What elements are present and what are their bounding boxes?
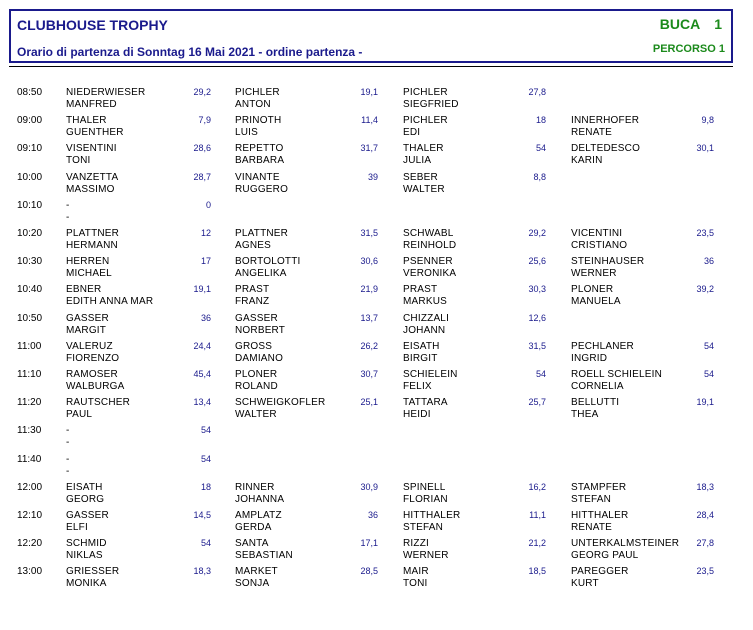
player-handicap: 54 [703, 340, 714, 351]
player-first-name: CORNELIA [571, 381, 624, 392]
player-first-name: STEFAN [571, 493, 612, 505]
player-first-name: GEORG PAUL [571, 550, 639, 562]
player-entry [235, 172, 378, 198]
player-first-name: WERNER [571, 268, 617, 280]
tee-time-row [0, 339, 753, 367]
player-entry [235, 566, 378, 592]
player-entry [571, 397, 714, 423]
player-handicap: 18,5 [528, 566, 546, 577]
player-entry [403, 284, 546, 310]
player-handicap: 25,1 [360, 397, 378, 408]
player-entry [235, 538, 378, 564]
player-entry [66, 397, 211, 423]
player-handicap: 30,6 [360, 256, 378, 267]
player-last-name: PICHLER [403, 87, 448, 98]
player-entry [403, 256, 546, 282]
player-handicap: 17 [200, 256, 211, 267]
player-handicap: 27,8 [528, 87, 546, 97]
player-entry [235, 256, 378, 282]
player-handicap: 18 [535, 115, 546, 126]
player-handicap: 30,9 [360, 481, 378, 492]
player-entry [403, 538, 546, 564]
player-handicap: 30,3 [528, 284, 546, 295]
player-first-name: FELIX [403, 381, 432, 392]
player-first-name: JOHANNA [235, 493, 285, 505]
tee-time-row [0, 254, 753, 282]
player-first-name: FIORENZO [66, 352, 120, 364]
player-last-name: VISENTINI [66, 143, 117, 155]
player-first-name: ROLAND [235, 381, 278, 392]
player-handicap: 14,5 [193, 510, 211, 520]
player-last-name: PRAST [235, 284, 270, 296]
player-first-name: SONJA [235, 578, 270, 590]
player-last-name: GASSER [235, 312, 278, 324]
player-last-name: SCHWABL [403, 228, 454, 239]
player-last-name: MARKET [235, 566, 278, 578]
tee-time: 10:50 [17, 312, 43, 324]
player-handicap: 8,8 [533, 171, 546, 182]
player-last-name: PRAST [403, 284, 438, 296]
player-first-name: EDITH ANNA MAR [66, 296, 154, 308]
player-first-name: MARKUS [403, 296, 447, 308]
player-handicap: 12 [200, 228, 211, 238]
player-entry [66, 143, 211, 169]
player-last-name: PICHLER [403, 115, 448, 127]
tee-time: 12:00 [17, 481, 43, 493]
player-last-name: EBNER [66, 284, 102, 296]
player-entry [571, 228, 714, 254]
player-first-name: BIRGIT [403, 352, 438, 364]
tee-time: 10:10 [17, 199, 43, 211]
player-first-name: MICHAEL [66, 268, 112, 280]
player-last-name: - [66, 453, 70, 465]
player-last-name: PRINOTH [235, 115, 282, 127]
player-entry [235, 228, 378, 254]
tee-time-row [0, 452, 753, 480]
tee-time-row [0, 367, 753, 395]
player-last-name: STAMPFER [571, 481, 627, 493]
player-last-name: SCHWEIGKOFLER [235, 397, 326, 409]
player-entry [66, 454, 211, 480]
player-handicap: 18,3 [193, 566, 211, 577]
tournament-title: CLUBHOUSE TROPHY [17, 17, 168, 33]
player-entry [66, 369, 211, 395]
player-entry [403, 482, 546, 508]
player-entry [66, 425, 211, 451]
player-first-name: MONIKA [66, 578, 107, 590]
player-first-name: SEBASTIAN [235, 550, 293, 562]
player-handicap: 28,4 [696, 510, 714, 520]
player-first-name: FLORIAN [403, 493, 448, 505]
tee-time-row [0, 536, 753, 564]
player-first-name: RUGGERO [235, 183, 289, 195]
player-last-name: VINANTE [235, 171, 280, 183]
player-handicap: 18 [200, 481, 211, 492]
player-first-name: - [66, 437, 70, 449]
player-first-name: WALTER [403, 183, 445, 195]
player-handicap: 28,7 [193, 171, 211, 182]
player-last-name: VANZETTA [66, 171, 119, 183]
player-handicap: 28,5 [360, 566, 378, 577]
player-entry [235, 313, 378, 339]
player-last-name: PSENNER [403, 256, 453, 268]
player-last-name: PLATTNER [66, 228, 120, 239]
player-last-name: GROSS [235, 340, 273, 352]
course-label: PERCORSO 1 [652, 43, 725, 55]
player-entry [571, 482, 714, 508]
player-last-name: PLATTNER [235, 228, 289, 239]
player-handicap: 19,1 [193, 284, 211, 295]
player-first-name: MANFRED [66, 99, 117, 110]
player-first-name: ELFI [66, 522, 88, 533]
player-entry [571, 510, 714, 536]
player-handicap: 54 [200, 425, 211, 436]
tee-time: 11:30 [17, 425, 42, 437]
player-last-name: SPINELL [403, 481, 446, 493]
player-entry [66, 284, 211, 310]
player-last-name: BORTOLOTTI [235, 256, 301, 268]
player-first-name: ANGELIKA [235, 268, 287, 280]
tee-time-row [0, 311, 753, 339]
player-handicap: 13,4 [193, 397, 211, 408]
player-first-name: MANUELA [571, 296, 621, 308]
player-entry [403, 143, 546, 169]
player-handicap: 21,2 [528, 538, 546, 549]
player-handicap: 19,1 [360, 87, 378, 97]
player-last-name: VALERUZ [66, 340, 113, 352]
player-handicap: 21,9 [360, 284, 378, 295]
player-last-name: BELLUTTI [571, 397, 620, 409]
player-entry [235, 341, 378, 367]
player-entry [235, 482, 378, 508]
player-entry [235, 397, 378, 423]
player-handicap: 29,2 [193, 87, 211, 97]
player-first-name: EDI [403, 127, 421, 139]
player-entry [571, 566, 714, 592]
player-last-name: ROELL SCHIELEIN [571, 369, 662, 380]
player-first-name: BARBARA [235, 155, 285, 167]
player-entry [571, 341, 714, 367]
player-last-name: RAMOSER [66, 369, 118, 380]
player-entry [403, 115, 546, 141]
player-handicap: 18,3 [696, 481, 714, 492]
player-entry [66, 482, 211, 508]
player-first-name: LUIS [235, 127, 259, 139]
player-entry [403, 313, 546, 339]
tee-time-row [0, 564, 753, 592]
hole-number: 1 [714, 16, 722, 32]
tee-time-row [0, 85, 753, 113]
player-last-name: THALER [403, 143, 444, 155]
player-first-name: - [66, 465, 70, 477]
player-handicap: 23,5 [696, 566, 714, 577]
tee-time: 08:50 [17, 87, 43, 98]
tee-time-row [0, 395, 753, 423]
tee-time: 09:10 [17, 143, 43, 155]
player-handicap: 26,2 [360, 340, 378, 351]
player-last-name: GASSER [66, 510, 109, 521]
tee-time-row [0, 480, 753, 508]
player-entry [66, 172, 211, 198]
player-entry [571, 369, 714, 395]
player-first-name: KURT [571, 578, 599, 590]
player-first-name: FRANZ [235, 296, 270, 308]
player-handicap: 54 [535, 143, 546, 154]
player-last-name: GASSER [66, 312, 109, 324]
player-first-name: REINHOLD [403, 240, 457, 251]
player-last-name: REPETTO [235, 143, 284, 155]
tee-time-row [0, 508, 753, 536]
player-entry [403, 87, 546, 113]
player-handicap: 24,4 [193, 340, 211, 351]
tee-time: 11:40 [17, 453, 42, 465]
player-last-name: SCHIELEIN [403, 369, 458, 380]
player-first-name: THEA [571, 409, 599, 421]
player-handicap: 29,2 [528, 228, 546, 238]
player-handicap: 31,5 [528, 340, 546, 351]
tee-time: 12:20 [17, 538, 43, 550]
player-last-name: NIEDERWIESER [66, 87, 146, 98]
player-entry [403, 228, 546, 254]
player-handicap: 54 [703, 369, 714, 379]
player-last-name: RINNER [235, 481, 275, 493]
player-first-name: TONI [403, 578, 428, 590]
player-first-name: INGRID [571, 352, 608, 364]
player-entry [571, 284, 714, 310]
player-last-name: THALER [66, 115, 107, 127]
player-handicap: 23,5 [696, 228, 714, 238]
player-first-name: WALBURGA [66, 381, 125, 392]
player-first-name: AGNES [235, 240, 272, 251]
player-last-name: RAUTSCHER [66, 397, 131, 409]
player-entry [403, 397, 546, 423]
player-handicap: 16,2 [528, 481, 546, 492]
player-handicap: 30,1 [696, 143, 714, 154]
player-entry [66, 256, 211, 282]
player-first-name: CRISTIANO [571, 240, 628, 251]
player-last-name: HITTHALER [403, 510, 461, 521]
player-first-name: JULIA [403, 155, 432, 167]
player-handicap: 27,8 [696, 538, 714, 549]
player-handicap: 11,4 [361, 115, 378, 126]
player-entry [571, 115, 714, 141]
player-entry [403, 566, 546, 592]
player-first-name: GEORG [66, 493, 105, 505]
player-handicap: 17,1 [360, 538, 378, 549]
player-last-name: MAIR [403, 566, 429, 578]
player-handicap: 11,1 [529, 510, 546, 520]
player-first-name: JOHANN [403, 324, 446, 336]
player-handicap: 25,7 [528, 397, 546, 408]
player-first-name: HERMANN [66, 240, 118, 251]
player-last-name: HITTHALER [571, 510, 629, 521]
player-last-name: EISATH [403, 340, 440, 352]
player-entry [66, 510, 211, 536]
player-last-name: PECHLANER [571, 340, 634, 352]
player-entry [66, 200, 211, 226]
player-entry [403, 369, 546, 395]
player-last-name: PAREGGER [571, 566, 629, 578]
player-last-name: STEINHAUSER [571, 256, 645, 268]
player-last-name: - [66, 199, 70, 211]
player-handicap: 28,6 [193, 143, 211, 154]
player-entry [571, 538, 714, 564]
player-handicap: 0 [205, 199, 211, 210]
player-entry [66, 566, 211, 592]
player-handicap: 36 [367, 510, 378, 520]
player-handicap: 12,6 [528, 312, 546, 323]
player-last-name: GRIESSER [66, 566, 120, 578]
player-first-name: DAMIANO [235, 352, 284, 364]
tee-time-row [0, 170, 753, 198]
player-first-name: GERDA [235, 522, 272, 533]
player-entry [66, 87, 211, 113]
player-handicap: 39,2 [696, 284, 714, 295]
player-first-name: ANTON [235, 99, 271, 110]
player-last-name: PICHLER [235, 87, 280, 98]
player-first-name: WERNER [403, 550, 449, 562]
tee-time: 10:20 [17, 228, 43, 239]
player-entry [403, 172, 546, 198]
player-first-name: NORBERT [235, 324, 286, 336]
player-first-name: HEIDI [403, 409, 431, 421]
player-handicap: 9,8 [701, 115, 714, 126]
player-handicap: 36 [703, 256, 714, 267]
player-entry [235, 143, 378, 169]
player-first-name: STEFAN [403, 522, 444, 533]
player-entry [66, 228, 211, 254]
player-first-name: WALTER [235, 409, 277, 421]
player-entry [235, 87, 378, 113]
player-entry [66, 538, 211, 564]
tee-time: 11:00 [17, 340, 42, 352]
player-entry [66, 341, 211, 367]
player-handicap: 54 [200, 453, 211, 464]
player-first-name: - [66, 211, 70, 223]
player-last-name: PLONER [235, 369, 278, 380]
tee-time-row [0, 282, 753, 310]
tee-time-row [0, 423, 753, 451]
player-entry [403, 510, 546, 536]
player-first-name: PAUL [66, 409, 93, 421]
player-first-name: SIEGFRIED [403, 99, 459, 110]
tee-time: 11:20 [17, 397, 42, 409]
tee-time-row [0, 141, 753, 169]
player-last-name: RIZZI [403, 538, 429, 550]
tee-time: 10:30 [17, 256, 43, 268]
player-entry [571, 256, 714, 282]
player-handicap: 13,7 [360, 312, 378, 323]
player-entry [235, 510, 378, 536]
player-last-name: HERREN [66, 256, 110, 268]
player-last-name: UNTERKALMSTEINER [571, 538, 680, 550]
player-last-name: EISATH [66, 481, 103, 493]
player-last-name: CHIZZALI [403, 312, 450, 324]
player-first-name: VERONIKA [403, 268, 457, 280]
player-last-name: AMPLATZ [235, 510, 282, 521]
player-first-name: MARGIT [66, 324, 107, 336]
tee-time: 09:00 [17, 115, 43, 127]
player-first-name: TONI [66, 155, 91, 167]
player-entry [403, 341, 546, 367]
tee-time: 10:40 [17, 284, 43, 296]
player-last-name: SANTA [235, 538, 269, 550]
hole-label: BUCA [659, 16, 701, 32]
player-handicap: 54 [535, 369, 546, 379]
tee-time-row [0, 226, 753, 254]
player-last-name: TATTARA [403, 397, 448, 409]
player-handicap: 7,9 [198, 115, 211, 126]
player-handicap: 31,5 [360, 228, 378, 238]
player-handicap: 19,1 [696, 397, 714, 408]
player-last-name: - [66, 425, 70, 437]
tee-time: 11:10 [17, 369, 42, 380]
player-last-name: PLONER [571, 284, 614, 296]
tee-time: 12:10 [17, 510, 43, 521]
player-handicap: 25,6 [528, 256, 546, 267]
player-handicap: 45,4 [193, 369, 211, 379]
player-last-name: VICENTINI [571, 228, 623, 239]
schedule-subtitle: Orario di partenza di Sonntag 16 Mai 2021 - ordine partenza - [17, 45, 363, 59]
player-first-name: RENATE [571, 522, 613, 533]
player-first-name: GUENTHER [66, 127, 124, 139]
player-handicap: 36 [200, 312, 211, 323]
player-last-name: SEBER [403, 171, 438, 183]
player-entry [571, 143, 714, 169]
player-handicap: 39 [367, 171, 378, 182]
player-last-name: INNERHOFER [571, 115, 640, 127]
player-entry [235, 369, 378, 395]
player-first-name: KARIN [571, 155, 603, 167]
player-entry [235, 284, 378, 310]
player-entry [66, 313, 211, 339]
tee-time-row [0, 198, 753, 226]
player-entry [66, 115, 211, 141]
player-handicap: 31,7 [360, 143, 378, 154]
player-first-name: MASSIMO [66, 183, 115, 195]
player-handicap: 54 [200, 538, 211, 549]
player-entry [235, 115, 378, 141]
player-last-name: DELTEDESCO [571, 143, 641, 155]
tee-time: 10:00 [17, 171, 43, 183]
player-last-name: SCHMID [66, 538, 107, 550]
tee-time: 13:00 [17, 566, 43, 578]
tee-time-row [0, 113, 753, 141]
player-handicap: 30,7 [360, 369, 378, 379]
player-first-name: RENATE [571, 127, 613, 139]
player-first-name: NIKLAS [66, 550, 103, 562]
